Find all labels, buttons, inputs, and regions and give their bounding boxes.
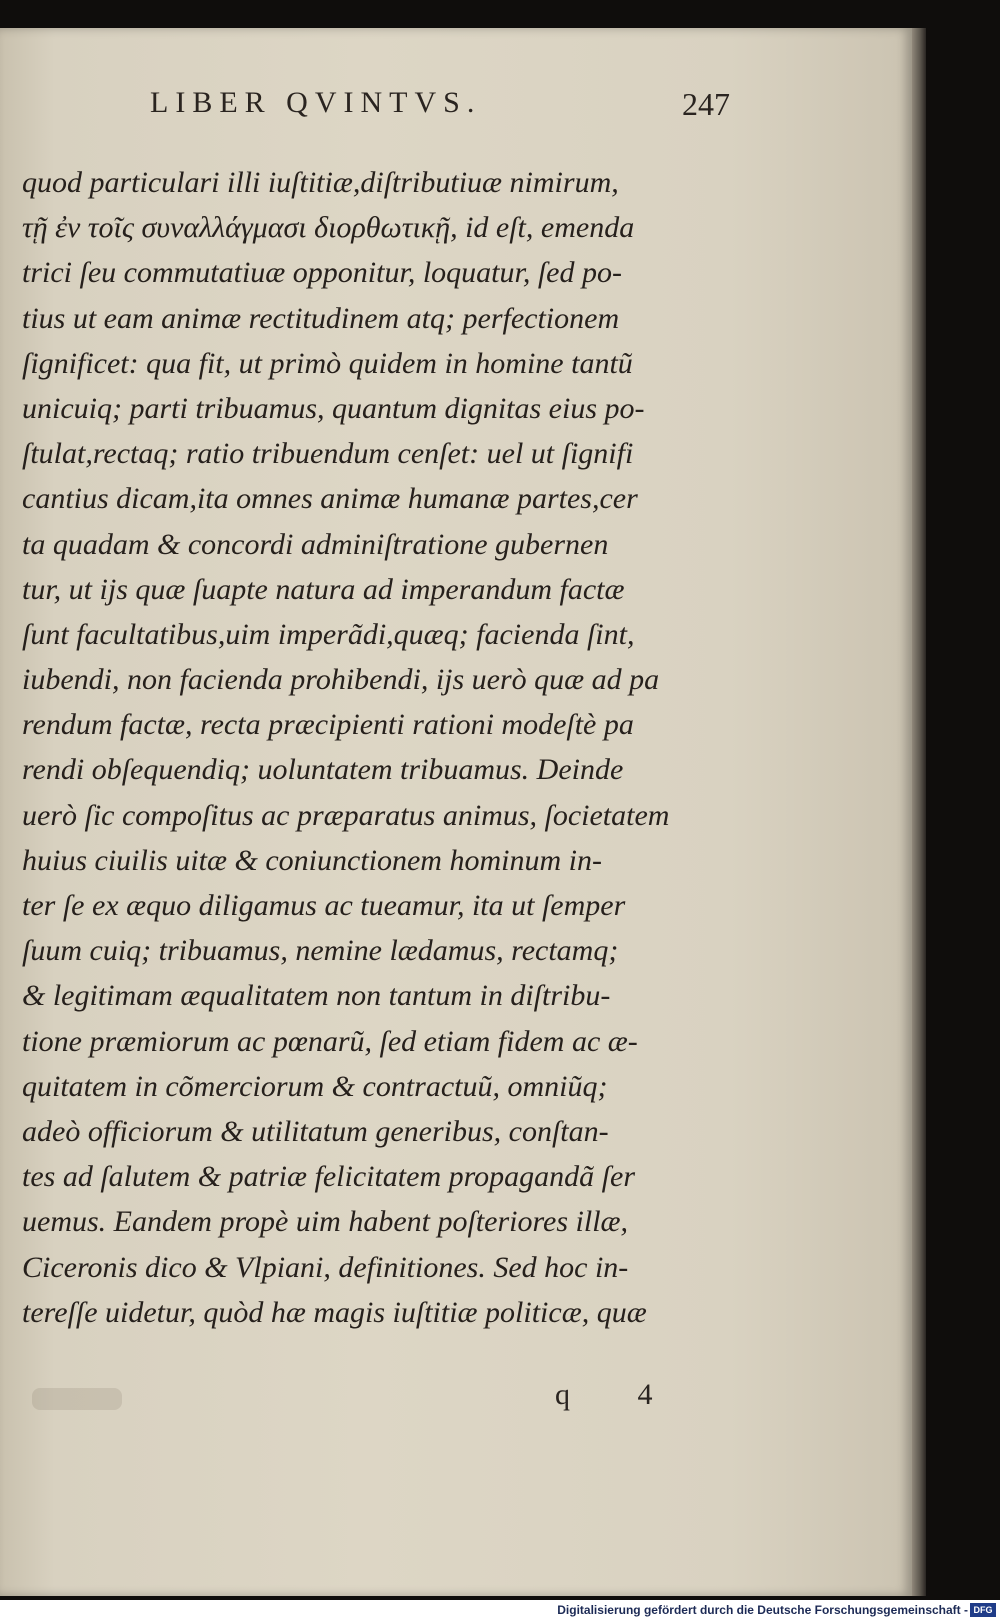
text-line: tes ad ſalutem & patriæ felicitatem propagandã ſer (22, 1160, 636, 1194)
text-line: quod particulari illi iuſtitiæ,diſtributiuæ nimirum, (22, 166, 619, 199)
text-line: rendi obſequendiq; uoluntatem tribuamus. Deinde (22, 753, 624, 787)
text-line: & legitimam æqualitatem non tantum in diſtribu- (22, 979, 611, 1013)
text-line: ſignificet: qua fit, ut primò quidem in homine tantũ (22, 346, 633, 380)
text-line: ter ſe ex æquo diligamus ac tueamur, ita ut ſemper (22, 889, 626, 922)
text-line: rendum factæ, recta præcipienti rationi modeſtè pa (22, 708, 634, 742)
text-line: tius ut eam animæ rectitudinem atq; perfectionem (22, 301, 620, 335)
text-line: Ciceronis dico & Vlpiani, definitiones. Sed hoc in- (22, 1250, 629, 1284)
text-line: tione præmiorum ac pœnarũ, ſed etiam fidem ac æ- (22, 1024, 638, 1058)
text-line: quitatem in cõmerciorum & contractuũ, omniũq; (22, 1069, 608, 1103)
text-line: ſuum cuiq; tribuamus, nemine lædamus, rectamq; (22, 934, 619, 968)
page-number: 247 (682, 86, 730, 122)
signature-mark: q 4 (555, 1378, 683, 1411)
text-line: adeò officiorum & utilitatum generibus, conſtan- (22, 1114, 609, 1148)
text-line: iubendi, non facienda prohibendi, ijs uerò quæ ad pa (22, 663, 660, 697)
show-through-smudge (32, 1388, 122, 1410)
text-line: unicuiq; parti tribuamus, quantum dignitas eius po- (22, 391, 645, 425)
page-edge (912, 28, 926, 1596)
text-line: uemus. Eandem propè uim habent poſteriores illæ, (22, 1205, 629, 1239)
footer-credit: Digitalisierung gefördert durch die Deutsche Forschungsgemeinschaft - (557, 1603, 968, 1617)
text-line: ſtulat,rectaq; ratio tribuendum cenſet: uel ut ſignifi (22, 437, 634, 471)
running-title: LIBER QVINTVS. (150, 86, 482, 119)
text-line: cantius dicam,ita omnes animæ humanæ partes,cer (22, 482, 638, 516)
text-line: tereſſe uidetur, quòd hæ magis iuſtitiæ politicæ, quæ (22, 1295, 647, 1329)
running-head (150, 86, 730, 134)
text-line: ſunt facultatibus,uim imperãdi,quæq; facienda ſint, (22, 617, 635, 651)
text-line: ta quadam & concordi adminiſtratione gubernen (22, 527, 609, 561)
body-text (22, 160, 742, 1335)
dfg-logo-icon: DFG (970, 1603, 996, 1617)
text-line: trici ſeu commutatiuæ opponitur, loquatur, ſed po- (22, 256, 622, 290)
footer-bar (0, 1600, 1000, 1621)
text-line: uerò ſic compoſitus ac præparatus animus, ſocietatem (22, 798, 670, 832)
text-line: τῇ ἐν τοῖς συναλλάγμασι διορθωτικῇ, id eſt, emenda (22, 211, 635, 245)
text-line: tur, ut ijs quæ ſuapte natura ad imperandum factæ (22, 572, 625, 606)
text-line: huius ciuilis uitæ & coniunctionem hominum in- (22, 843, 602, 877)
